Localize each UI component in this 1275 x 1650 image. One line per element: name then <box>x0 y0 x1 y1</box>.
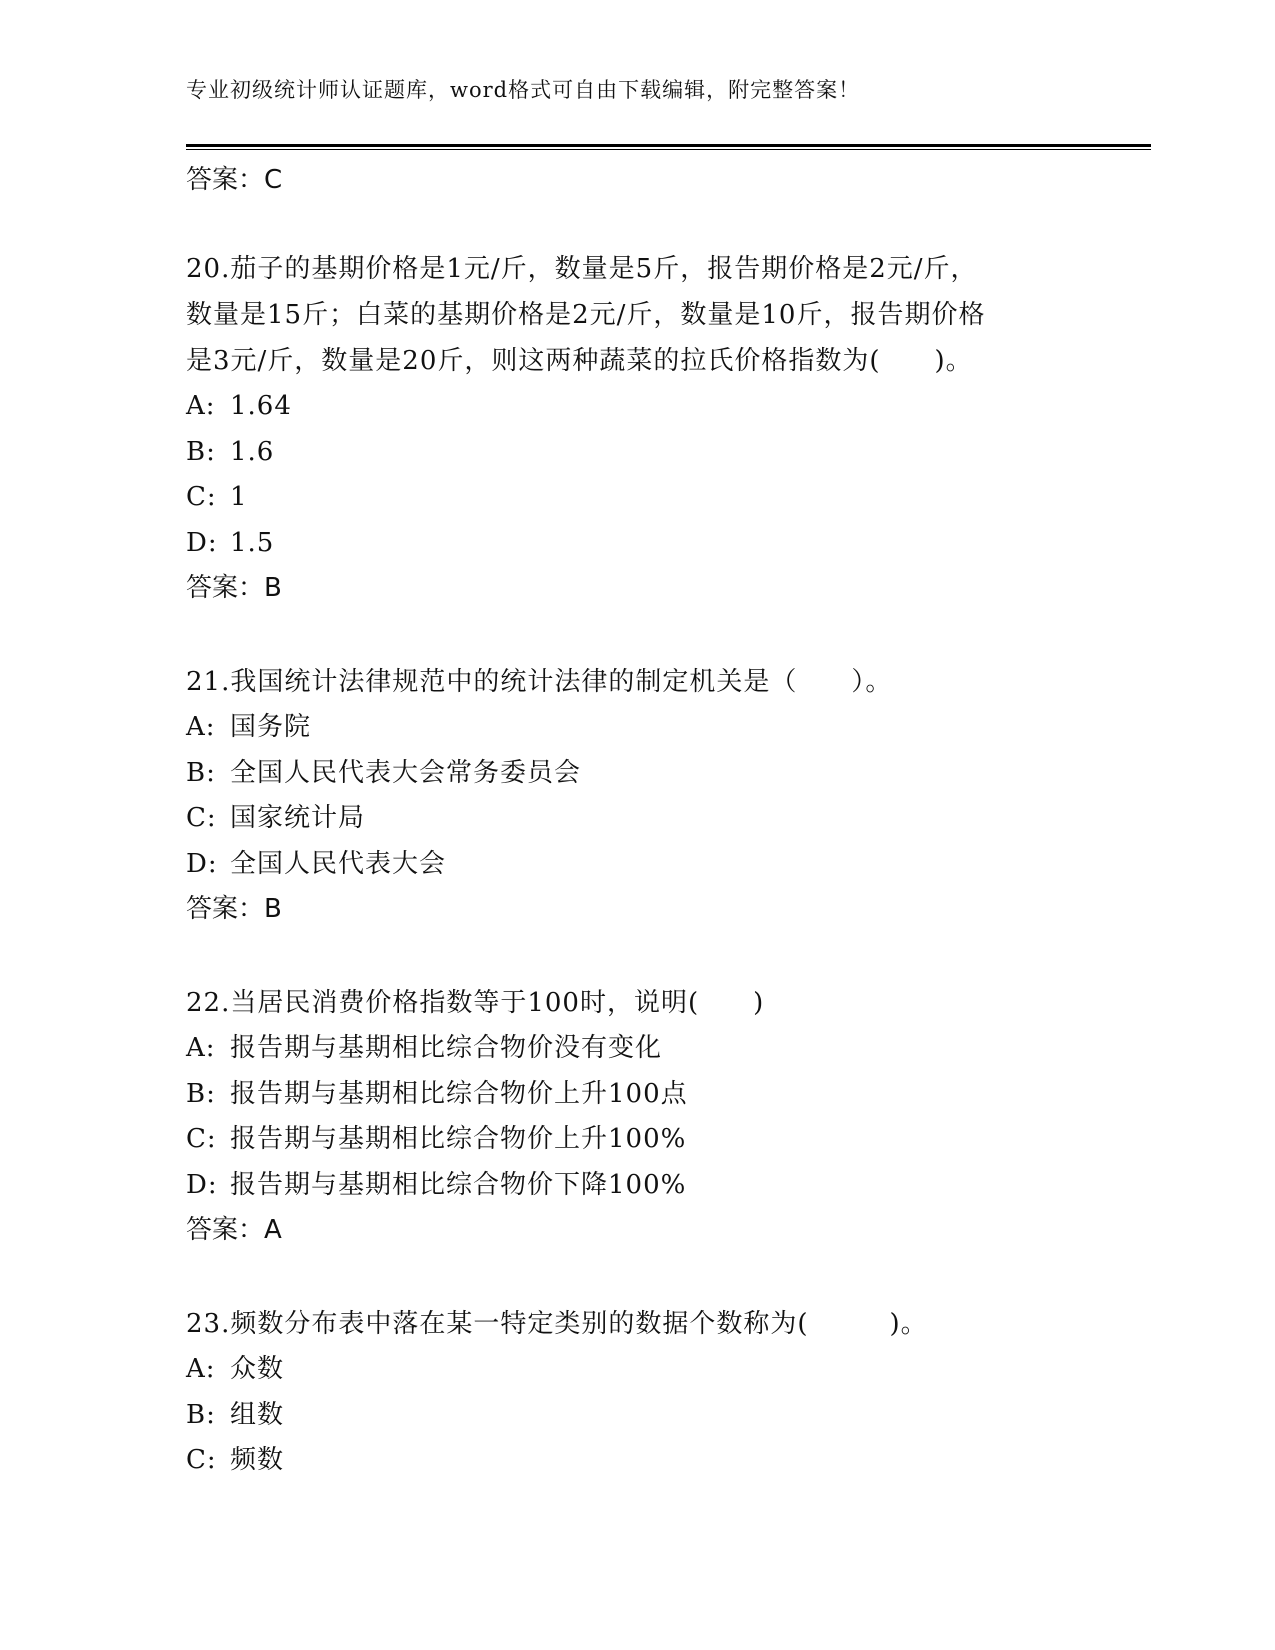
option-letter: C: <box>186 1445 217 1475</box>
option-letter: A: <box>186 712 216 742</box>
spacer <box>186 1253 1086 1301</box>
option-letter: D: <box>186 1169 218 1200</box>
option-d <box>186 842 1086 888</box>
option-text: 频数 <box>230 1445 285 1475</box>
question-stem-line: 数量是15斤；白菜的基期价格是2元/斤，数量是10斤，报告期价格 <box>186 300 986 330</box>
option-text: 国家统计局 <box>230 803 366 833</box>
option-c <box>186 796 1086 842</box>
page-header: 专业初级统计师认证题库，word格式可自由下载编辑，附完整答案！ <box>186 78 861 102</box>
previous-answer: 答案：C <box>186 165 283 195</box>
option-letter: B: <box>186 436 216 467</box>
option-b <box>186 751 1086 797</box>
document-body <box>186 158 1086 1484</box>
option-a <box>186 1026 1086 1072</box>
option-text: 国务院 <box>230 712 312 742</box>
option-text: 报告期与基期相比综合物价下降100% <box>230 1169 687 1200</box>
option-c <box>186 475 1086 521</box>
option-b <box>186 1393 1086 1439</box>
option-d <box>186 1163 1086 1209</box>
option-c <box>186 1117 1086 1163</box>
question-22 <box>186 980 1086 1253</box>
answer-line: 答案：B <box>186 894 282 924</box>
option-a <box>186 1347 1086 1393</box>
option-c <box>186 1438 1086 1484</box>
question-stem-line: 22.当居民消费价格指数等于100时，说明( ) <box>186 988 765 1018</box>
option-text: 1 <box>230 482 248 512</box>
option-text: 1.5 <box>230 527 275 558</box>
option-d <box>186 521 1086 567</box>
spacer <box>186 203 1086 246</box>
option-a <box>186 384 1086 430</box>
option-text: 1.6 <box>230 436 275 467</box>
option-b <box>186 1072 1086 1118</box>
spacer <box>186 932 1086 980</box>
question-stem-line: 是3元/斤，数量是20斤，则这两种蔬菜的拉氏价格指数为( )。 <box>186 346 973 376</box>
option-text: 报告期与基期相比综合物价上升100点 <box>230 1078 688 1109</box>
option-letter: A: <box>186 1033 216 1063</box>
option-letter: C: <box>186 1124 217 1154</box>
question-stem-line: 21.我国统计法律规范中的统计法律的制定机关是（ ）。 <box>186 667 893 697</box>
answer-line: 答案：B <box>186 573 282 603</box>
question-stem-line: 23.频数分布表中落在某一特定类别的数据个数称为( )。 <box>186 1309 928 1339</box>
header-rule <box>186 144 1151 150</box>
option-letter: B: <box>186 757 216 788</box>
option-text: 全国人民代表大会 <box>230 848 447 879</box>
option-a <box>186 705 1086 751</box>
question-20 <box>186 246 1086 611</box>
option-text: 组数 <box>230 1399 285 1430</box>
question-21 <box>186 659 1086 932</box>
option-text: 全国人民代表大会常务委员会 <box>230 757 582 788</box>
option-letter: C: <box>186 482 217 512</box>
question-23 <box>186 1301 1086 1484</box>
option-b <box>186 430 1086 476</box>
option-text: 报告期与基期相比综合物价没有变化 <box>230 1033 663 1063</box>
spacer <box>186 611 1086 659</box>
option-letter: A: <box>186 1354 216 1384</box>
option-text: 报告期与基期相比综合物价上升100% <box>230 1124 687 1154</box>
question-stem-line: 20.茄子的基期价格是1元/斤，数量是5斤，报告期价格是2元/斤， <box>186 254 978 284</box>
option-letter: D: <box>186 527 218 558</box>
option-letter: C: <box>186 803 217 833</box>
option-letter: B: <box>186 1399 216 1430</box>
option-letter: A: <box>186 391 216 421</box>
option-letter: D: <box>186 848 218 879</box>
answer-line: 答案：A <box>186 1215 282 1245</box>
option-text: 众数 <box>230 1354 285 1384</box>
option-text: 1.64 <box>230 391 292 421</box>
option-letter: B: <box>186 1078 216 1109</box>
